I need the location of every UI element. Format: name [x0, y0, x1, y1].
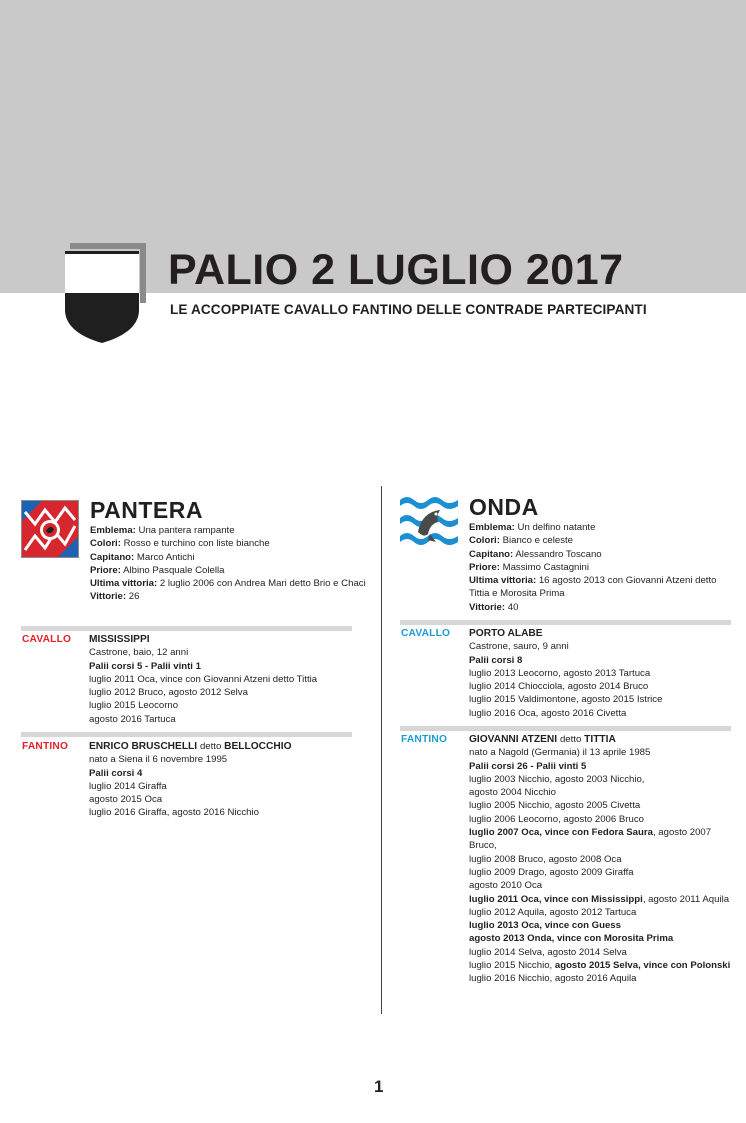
cavallo-label: CAVALLO [401, 628, 451, 639]
jockey-history-line: agosto 2004 Nicchio [469, 787, 556, 799]
horse-desc: Castrone, baio, 12 anni [89, 647, 189, 659]
jockey-detto: detto [559, 734, 582, 745]
onda-fantino-section [469, 733, 731, 986]
priore-label: Priore: [469, 561, 500, 573]
jockey-history-line: agosto 2015 Oca [89, 794, 163, 806]
priore-label: Priore: [90, 564, 121, 576]
horse-history-line: luglio 2015 Leocorno [89, 700, 179, 712]
onda-info [469, 521, 731, 614]
horse-name: MISSISSIPPI [89, 634, 150, 645]
colori-label: Colori: [90, 538, 121, 550]
colori-value: Rosso e turchino con liste bianche [123, 538, 270, 550]
colori-label: Colori: [469, 535, 500, 547]
column-divider [381, 486, 382, 1014]
capitano-label: Capitano: [90, 551, 135, 563]
jockey-born: nato a Siena il 6 novembre 1995 [89, 754, 228, 766]
jockey-history-line: luglio 2003 Nicchio, agosto 2003 Nicchio, [469, 773, 645, 785]
jockey-history-line [469, 826, 731, 853]
page-number: 1 [374, 1077, 384, 1096]
horse-palii: Palii corsi 5 - Palii vinti 1 [89, 660, 201, 672]
jockey-win: luglio 2011 Oca, vince con Mississippi [469, 893, 643, 905]
jockey-born: nato a Nagold (Germania) il 13 aprile 1985 [469, 747, 651, 759]
ultima-vittoria-value: 16 agosto 2013 con Giovanni Atzeni detto Tittia e Morosita Prima [469, 575, 717, 600]
pantera-fantino-section [89, 740, 369, 820]
jockey-nickname: TITTIA [584, 734, 616, 745]
capitano-label: Capitano: [469, 548, 514, 560]
priore-value: Albino Pasquale Colella [123, 564, 225, 576]
jockey-history-text: , agosto 2011 Aquila [642, 893, 730, 905]
horse-history-line: luglio 2012 Bruco, agosto 2012 Selva [89, 687, 248, 699]
page-title: PALIO 2 LUGLIO 2017 [168, 246, 624, 294]
jockey-history-line: agosto 2010 Oca [469, 880, 543, 892]
colori-value: Bianco e celeste [502, 535, 573, 547]
jockey-history-line: luglio 2014 Giraffa [89, 780, 167, 792]
priore-value: Massimo Castagnini [502, 561, 589, 573]
jockey-palii: Palii corsi 4 [89, 767, 143, 779]
emblema-value: Una pantera rampante [138, 525, 235, 536]
horse-history-line: luglio 2015 Valdimontone, agosto 2015 Istrice [469, 694, 663, 706]
jockey-history-line [469, 959, 731, 972]
jockey-win: luglio 2007 Oca, vince con Fedora Saura [469, 827, 653, 839]
horse-history-line: luglio 2014 Chiocciola, agosto 2014 Bruco [469, 681, 649, 693]
section-rule [400, 726, 731, 731]
page-subtitle: LE ACCOPPIATE CAVALLO FANTINO DELLE CONTRADE PARTECIPANTI [170, 302, 647, 317]
jockey-win: agosto 2013 Onda, vince con Morosita Prima [469, 933, 674, 945]
jockey-win: luglio 2013 Oca, vince con Guess [469, 920, 621, 932]
jockey-detto: detto [199, 741, 222, 752]
fantino-label: FANTINO [401, 734, 448, 745]
jockey-history-text: luglio 2015 Nicchio, [469, 960, 555, 972]
shield-logo [64, 250, 140, 344]
horse-name: PORTO ALABE [469, 628, 543, 639]
ultima-vittoria-value: 2 luglio 2006 con Andrea Mari detto Brio e Chaci [159, 578, 366, 590]
section-rule [21, 626, 352, 631]
jockey-name: ENRICO BRUSCHELLI [89, 741, 198, 752]
vittorie-label: Vittorie: [90, 591, 127, 603]
horse-desc: Castrone, sauro, 9 anni [469, 641, 569, 653]
jockey-palii: Palii corsi 26 - Palii vinti 5 [469, 760, 587, 772]
pantera-name: PANTERA [90, 497, 203, 523]
pantera-info [90, 524, 368, 604]
horse-palii: Palii corsi 8 [469, 654, 523, 666]
jockey-history-line: luglio 2012 Aquila, agosto 2012 Tartuca [469, 906, 637, 918]
jockey-history-line: luglio 2014 Selva, agosto 2014 Selva [469, 946, 627, 958]
cavallo-label: CAVALLO [22, 634, 72, 645]
emblema-label: Emblema: [90, 525, 136, 536]
capitano-value: Marco Antichi [136, 551, 195, 563]
jockey-history-line: luglio 2016 Giraffa, agosto 2016 Nicchio [89, 807, 259, 819]
vittorie-value: 40 [507, 601, 519, 613]
jockey-name: GIOVANNI ATZENI [469, 734, 558, 745]
emblema-label: Emblema: [469, 522, 515, 533]
pantera-cavallo-section [89, 633, 369, 726]
emblema-value: Un delfino natante [517, 522, 596, 533]
jockey-win: agosto 2015 Selva, vince con Polonski [554, 960, 731, 972]
onda-flag [400, 494, 458, 552]
horse-history-line: agosto 2016 Tartuca [89, 713, 176, 725]
jockey-history-line: luglio 2006 Leocorno, agosto 2006 Bruco [469, 813, 644, 825]
ultima-vittoria-label: Ultima vittoria: [90, 578, 158, 590]
onda-name: ONDA [469, 494, 539, 520]
section-rule [21, 732, 352, 737]
pantera-flag [21, 500, 79, 558]
vittorie-value: 26 [128, 591, 140, 603]
jockey-history-text: , agosto 2007 Bruco, [469, 827, 712, 852]
jockey-history-line: luglio 2008 Bruco, agosto 2008 Oca [469, 853, 622, 865]
jockey-nickname: BELLOCCHIO [224, 741, 292, 752]
jockey-history-line: luglio 2005 Nicchio, agosto 2005 Civetta [469, 800, 641, 812]
horse-history-line: luglio 2013 Leocorno, agosto 2013 Tartuca [469, 667, 651, 679]
horse-history-line: luglio 2011 Oca, vince con Giovanni Atzeni detto Tittia [89, 673, 318, 685]
ultima-vittoria-label: Ultima vittoria: [469, 575, 537, 587]
onda-cavallo-section [469, 627, 731, 720]
jockey-history-line: luglio 2009 Drago, agosto 2009 Giraffa [469, 866, 634, 878]
section-rule [400, 620, 731, 625]
jockey-history-line: luglio 2016 Nicchio, agosto 2016 Aquila [469, 973, 637, 985]
capitano-value: Alessandro Toscano [515, 548, 602, 560]
horse-history-line: luglio 2016 Oca, agosto 2016 Civetta [469, 707, 627, 719]
fantino-label: FANTINO [22, 741, 69, 752]
vittorie-label: Vittorie: [469, 601, 506, 613]
jockey-history-line [469, 893, 731, 906]
